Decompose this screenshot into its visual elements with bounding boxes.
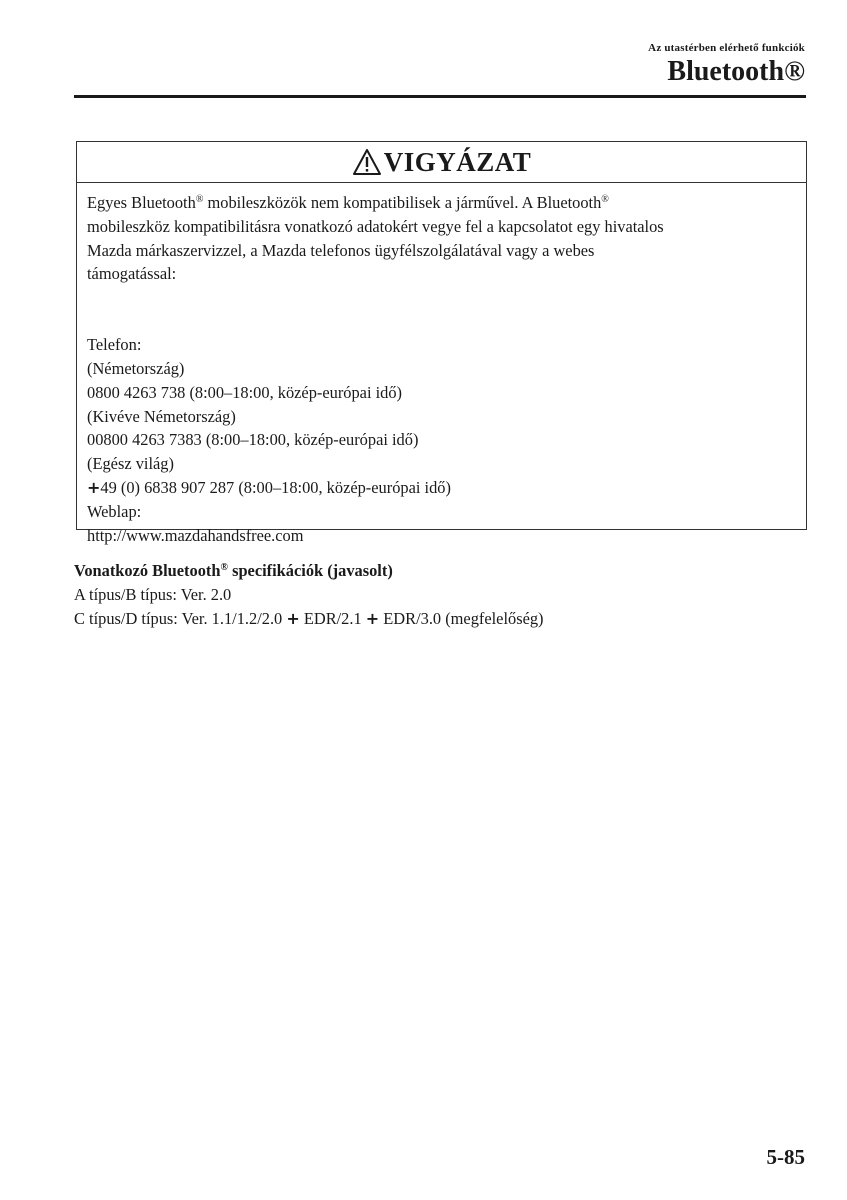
plus-sign: + — [365, 609, 380, 628]
caution-header — [77, 142, 806, 183]
caution-box — [76, 141, 807, 545]
web-label: Weblap: — [87, 501, 142, 521]
header-divider — [74, 95, 806, 98]
text-run: EDR/2.1 — [299, 609, 366, 628]
compatibility-paragraph — [87, 191, 796, 286]
spec-block — [74, 559, 544, 631]
section-title: Az utastérben elérhető funkciók — [648, 42, 805, 54]
text-line: támogatással: — [87, 264, 177, 284]
registered-mark: ® — [220, 562, 228, 573]
text-line: Mazda márkaszervizzel, a Mazda telefonos ügyfélszolgálatával vagy a webes — [87, 240, 595, 260]
registered-mark: ® — [601, 194, 609, 205]
web-url: http://www.mazdahandsfree.com — [87, 525, 304, 545]
plus-sign: + — [87, 477, 101, 497]
text-run: Egyes Bluetooth — [87, 193, 196, 212]
text-run: EDR/3.0 (megfelelőség) — [379, 609, 544, 628]
spec-line: A típus/B típus: Ver. 2.0 — [74, 585, 232, 604]
region-label: (Németország) — [87, 358, 185, 378]
phone-number: 00800 4263 7383 (8:00–18:00, közép-európai idő) — [87, 430, 419, 450]
plus-sign: + — [286, 609, 300, 628]
caution-title: VIGYÁZAT — [383, 146, 532, 177]
caution-body — [77, 183, 806, 547]
spec-heading — [74, 559, 544, 583]
text-run: 49 (0) 6838 907 287 (8:00–18:00, közép-európai idő) — [100, 477, 451, 497]
region-label: (Egész világ) — [87, 454, 174, 474]
region-label: (Kivéve Németország) — [87, 406, 236, 426]
page-number: 5-85 — [766, 1145, 805, 1169]
page-title: Bluetooth® — [667, 56, 805, 87]
warning-triangle-icon — [352, 148, 382, 176]
text-run: specifikációk (javasolt) — [227, 561, 393, 580]
phone-number: 0800 4263 738 (8:00–18:00, közép-európai idő) — [87, 382, 403, 402]
contact-list — [87, 333, 796, 547]
registered-mark: ® — [195, 194, 204, 205]
text-run: Vonatkozó Bluetooth — [74, 561, 221, 580]
text-line: mobileszköz kompatibilitásra vonatkozó adatokért vegye fel a kapcsolatot egy hivatalos — [87, 216, 664, 236]
spec-line — [74, 607, 544, 631]
phone-label: Telefon: — [87, 335, 142, 355]
phone-number — [87, 476, 796, 500]
text-run: mobileszközök nem kompatibilisek a járművel. A Bluetooth — [203, 193, 602, 212]
text-run: C típus/D típus: Ver. 1.1/1.2/2.0 — [74, 609, 287, 628]
